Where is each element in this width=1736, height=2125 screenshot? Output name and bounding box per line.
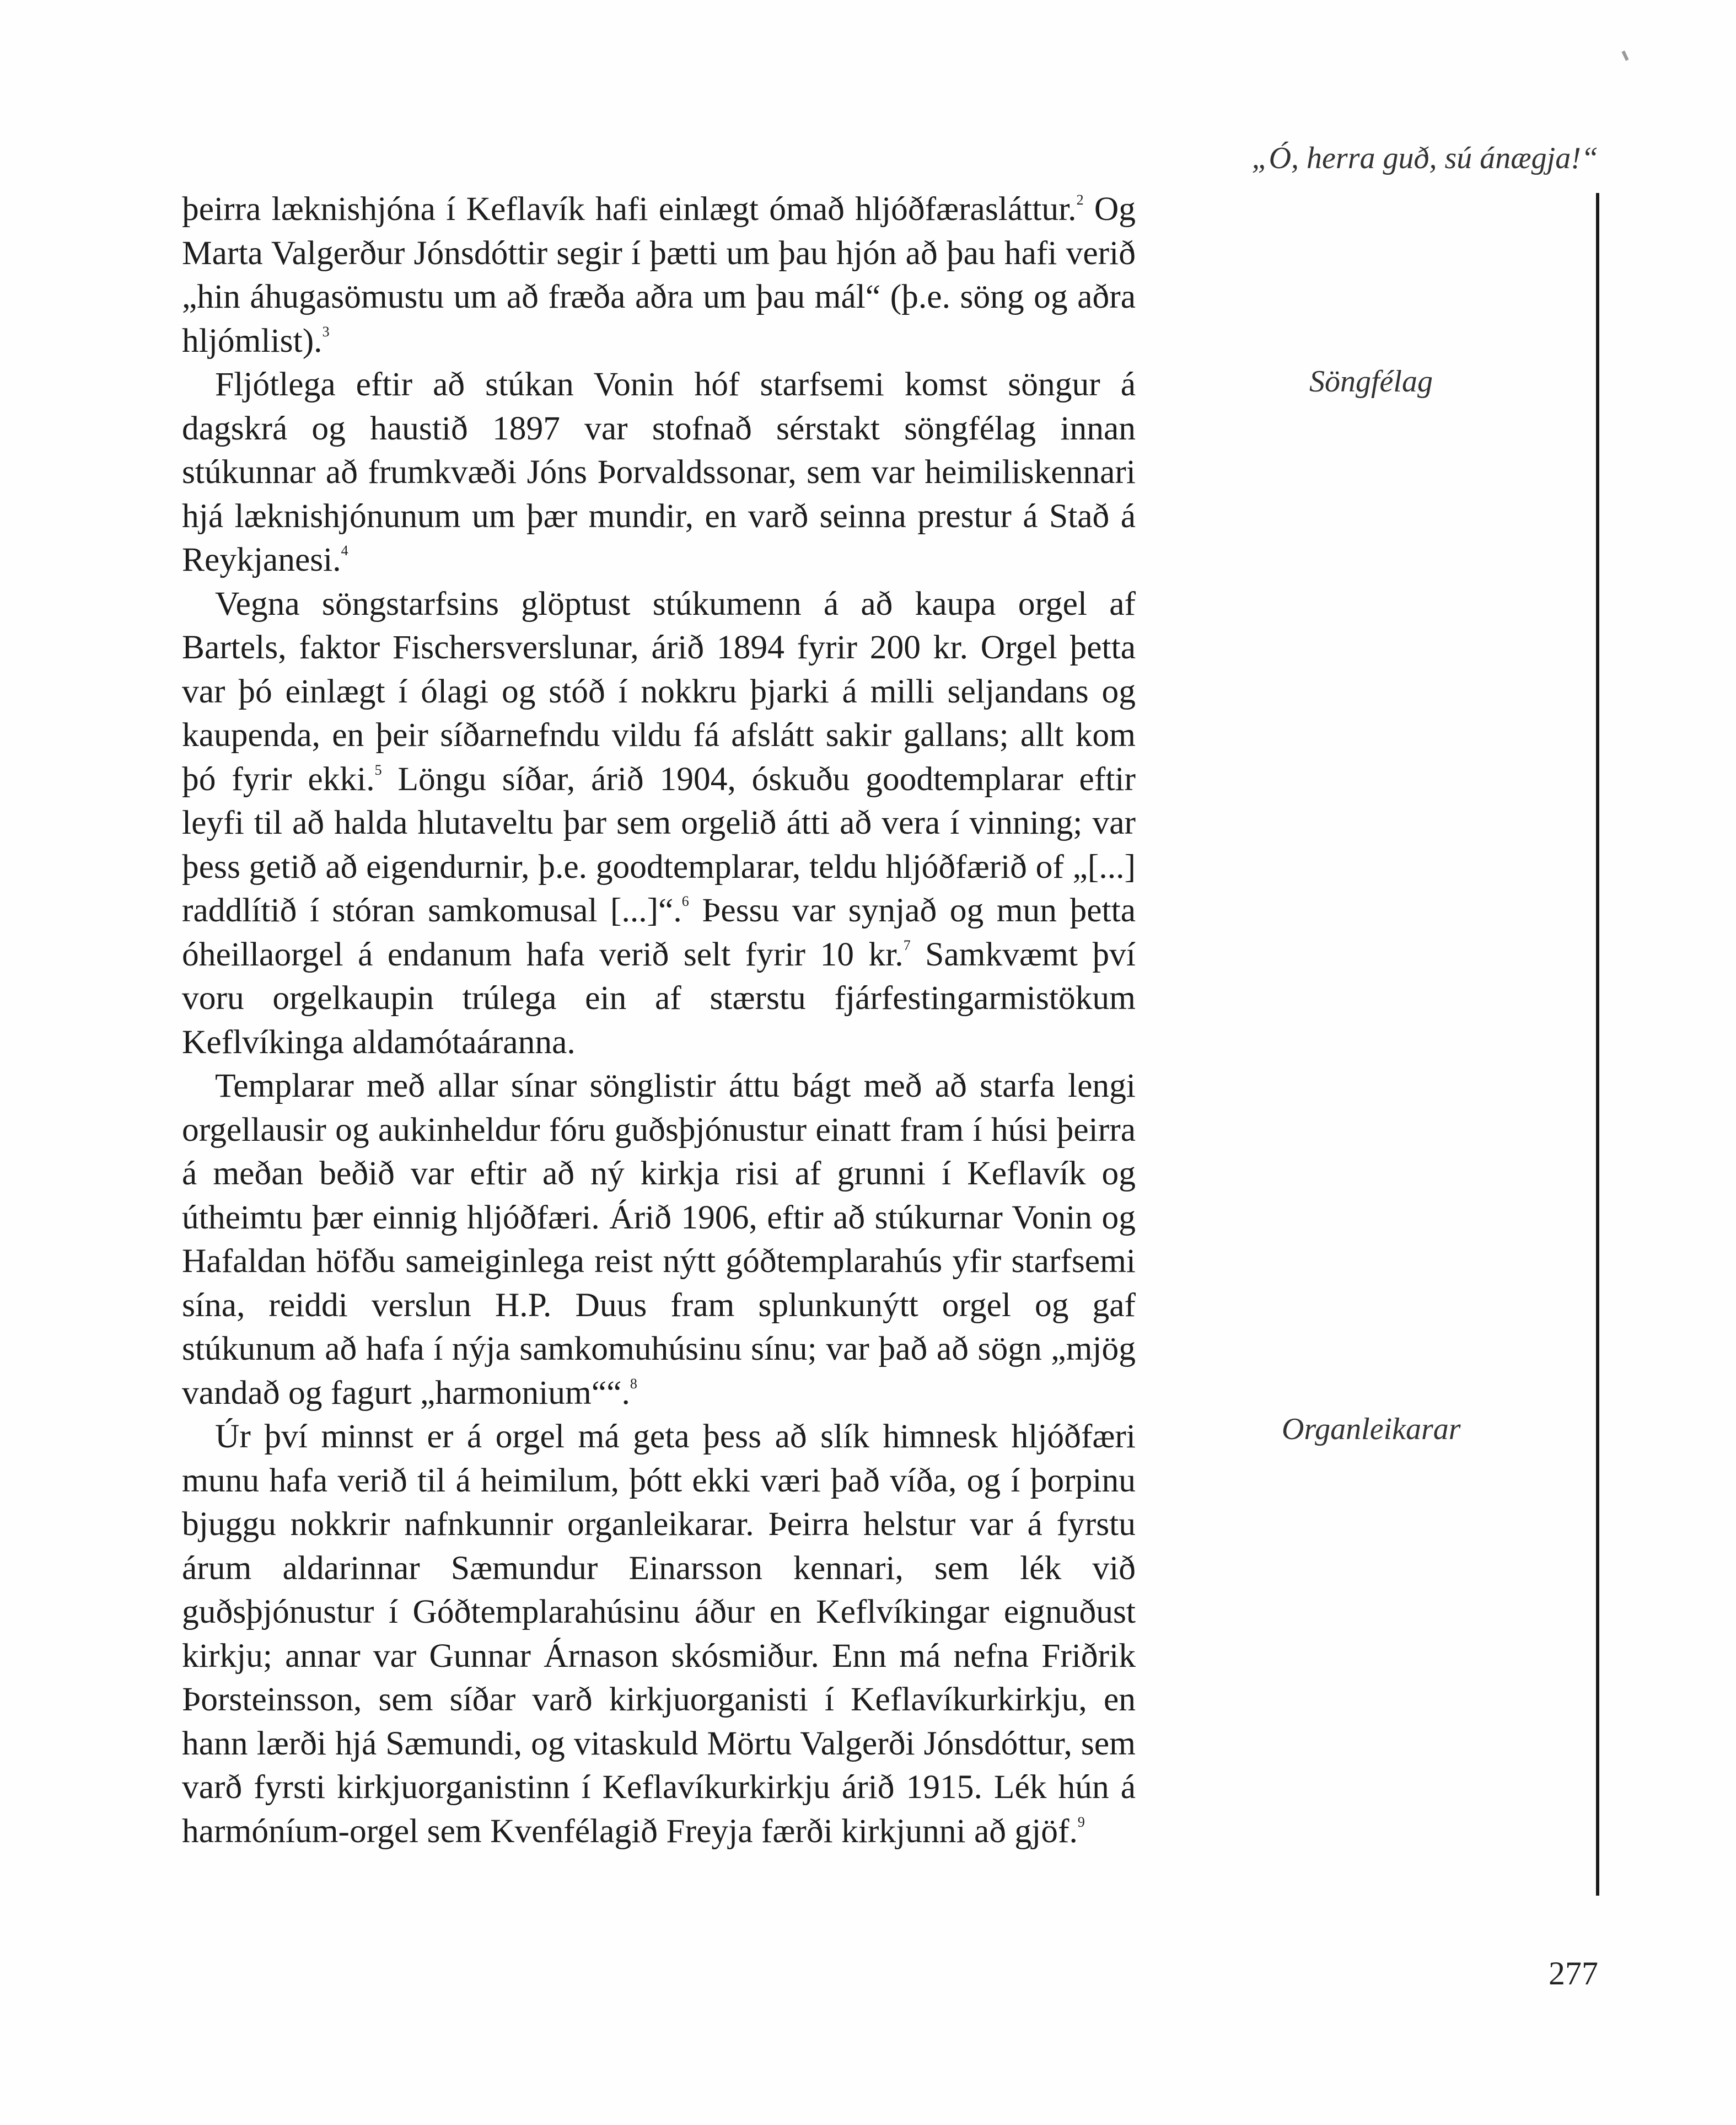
footnote-marker: 5	[374, 761, 382, 778]
paragraph-1	[182, 187, 1136, 363]
page-number: 277	[1549, 1955, 1598, 1992]
text-run: Þessu var synjað og mun þetta óheillaorgel á endanum hafa verið selt fyrir 10 kr.	[182, 892, 1136, 973]
footnote-marker: 9	[1077, 1813, 1085, 1830]
text-run: Löngu síðar, árið 1904, óskuðu goodtemplarar eftir leyfi til að halda hlutaveltu þar sem orgelið átti að vera í vinning; var þess getið að eigendurnir, þ.e. goodtemplarar, teldu hljóðfærið of „[...] raddlítið í stóran samkomusal [...]“.	[182, 760, 1136, 929]
footnote-marker: 4	[341, 543, 348, 559]
text-run: Vegna söngstarfsins glöptust stúkumenn á að kaupa orgel af Bartels, faktor Fischersverslunar, árið 1894 fyrir 200 kr. Orgel þetta var þó einlægt í ólagi og stóð í nokkru þjarki á milli seljandans og kaupenda, en þeir síðarnefndu vildu fá afslátt sakir gallans; allt kom þó fyrir ekki.	[182, 584, 1136, 798]
running-header-quote: „Ó, herra guð, sú ánægja!“	[1251, 141, 1598, 175]
text-run: Templarar með allar sínar sönglistir áttu bágt með að starfa lengi orgellausir og aukinheldur fóru guðsþjónustur einatt fram í húsi þeirra á meðan beðið var eftir að ný kirkja risi af grunni í Keflavík og útheimtu þær einnig hljóðfæri. Árið 1906, eftir að stúkurnar Vonin og Hafaldan höfðu sameiginlega reist nýtt góðtemplarahús yfir starfsemi sína, reiddi verslun H.P. Duus fram splunkunýtt orgel og gaf stúkunum að hafa í nýja samkomuhúsinu sínu; var það að sögn „mjög vandað og fagurt „harmonium““.	[182, 1067, 1136, 1412]
footnote-marker: 7	[903, 937, 911, 953]
text-run: Og Marta Valgerður Jónsdóttir segir í þætti um þau hjón að þau hafi verið „hin áhugasömustu um að fræða aðra um þau mál“ (þ.e. söng og aðra hljómlist).	[182, 190, 1136, 359]
text-run: Úr því minnst er á orgel má geta þess að slík himnesk hljóðfæri munu hafa verið til á heimilum, þótt ekki væri það víða, og í þorpinu bjuggu nokkrir nafnkunnir organleikarar. Þeirra helstur var á fyrstu árum aldarinnar Sæmundur Einarsson kennari, sem lék við guðsþjónustur í Góðtemplarahúsinu áður en Keflvíkingar eignuðust kirkju; annar var Gunnar Árnason skósmiður. Enn má nefna Friðrik Þorsteinsson, sem síðar varð kirkjuorganisti í Keflavíkurkirkju, en hann lærði hjá Sæmundi, og vitaskuld Mörtu Valgerði Jónsdóttur, sem varð fyrsti kirkjuorganistinn í Keflavíkurkirkju árið 1915. Lék hún á harmóníum-orgel sem Kvenfélagið Freyja færði kirkjunni að gjöf.	[182, 1418, 1136, 1850]
margin-note-organleikarar: Organleikarar	[1282, 1412, 1461, 1446]
margin-note-songfelag: Söngfélag	[1309, 364, 1433, 399]
footnote-marker: 3	[322, 323, 330, 340]
margin-vertical-rule	[1596, 193, 1599, 1896]
paragraph-5	[182, 1415, 1136, 1853]
footnote-marker: 2	[1076, 192, 1084, 208]
scan-speck	[1621, 51, 1628, 61]
main-text-column	[182, 187, 1136, 1853]
text-run: Samkvæmt því voru orgelkaupin trúlega ein af stærstu fjárfestingarmistökum Keflvíkinga aldamótaáranna.	[182, 935, 1136, 1061]
paragraph-4	[182, 1064, 1136, 1415]
footnote-marker: 6	[681, 893, 689, 909]
footnote-marker: 8	[630, 1375, 637, 1392]
paragraph-3	[182, 582, 1136, 1065]
text-run: Fljótlega eftir að stúkan Vonin hóf starfsemi komst söngur á dagskrá og haustið 1897 var stofnað sérstakt söngfélag innan stúkunnar að frumkvæði Jóns Þorvaldssonar, sem var heimiliskennari hjá læknishjónunum um þær mundir, en varð seinna prestur á Stað á Reykjanesi.	[182, 366, 1136, 578]
paragraph-2	[182, 363, 1136, 582]
text-run: þeirra læknishjóna í Keflavík hafi einlægt ómað hljóðfærasláttur.	[182, 190, 1077, 228]
